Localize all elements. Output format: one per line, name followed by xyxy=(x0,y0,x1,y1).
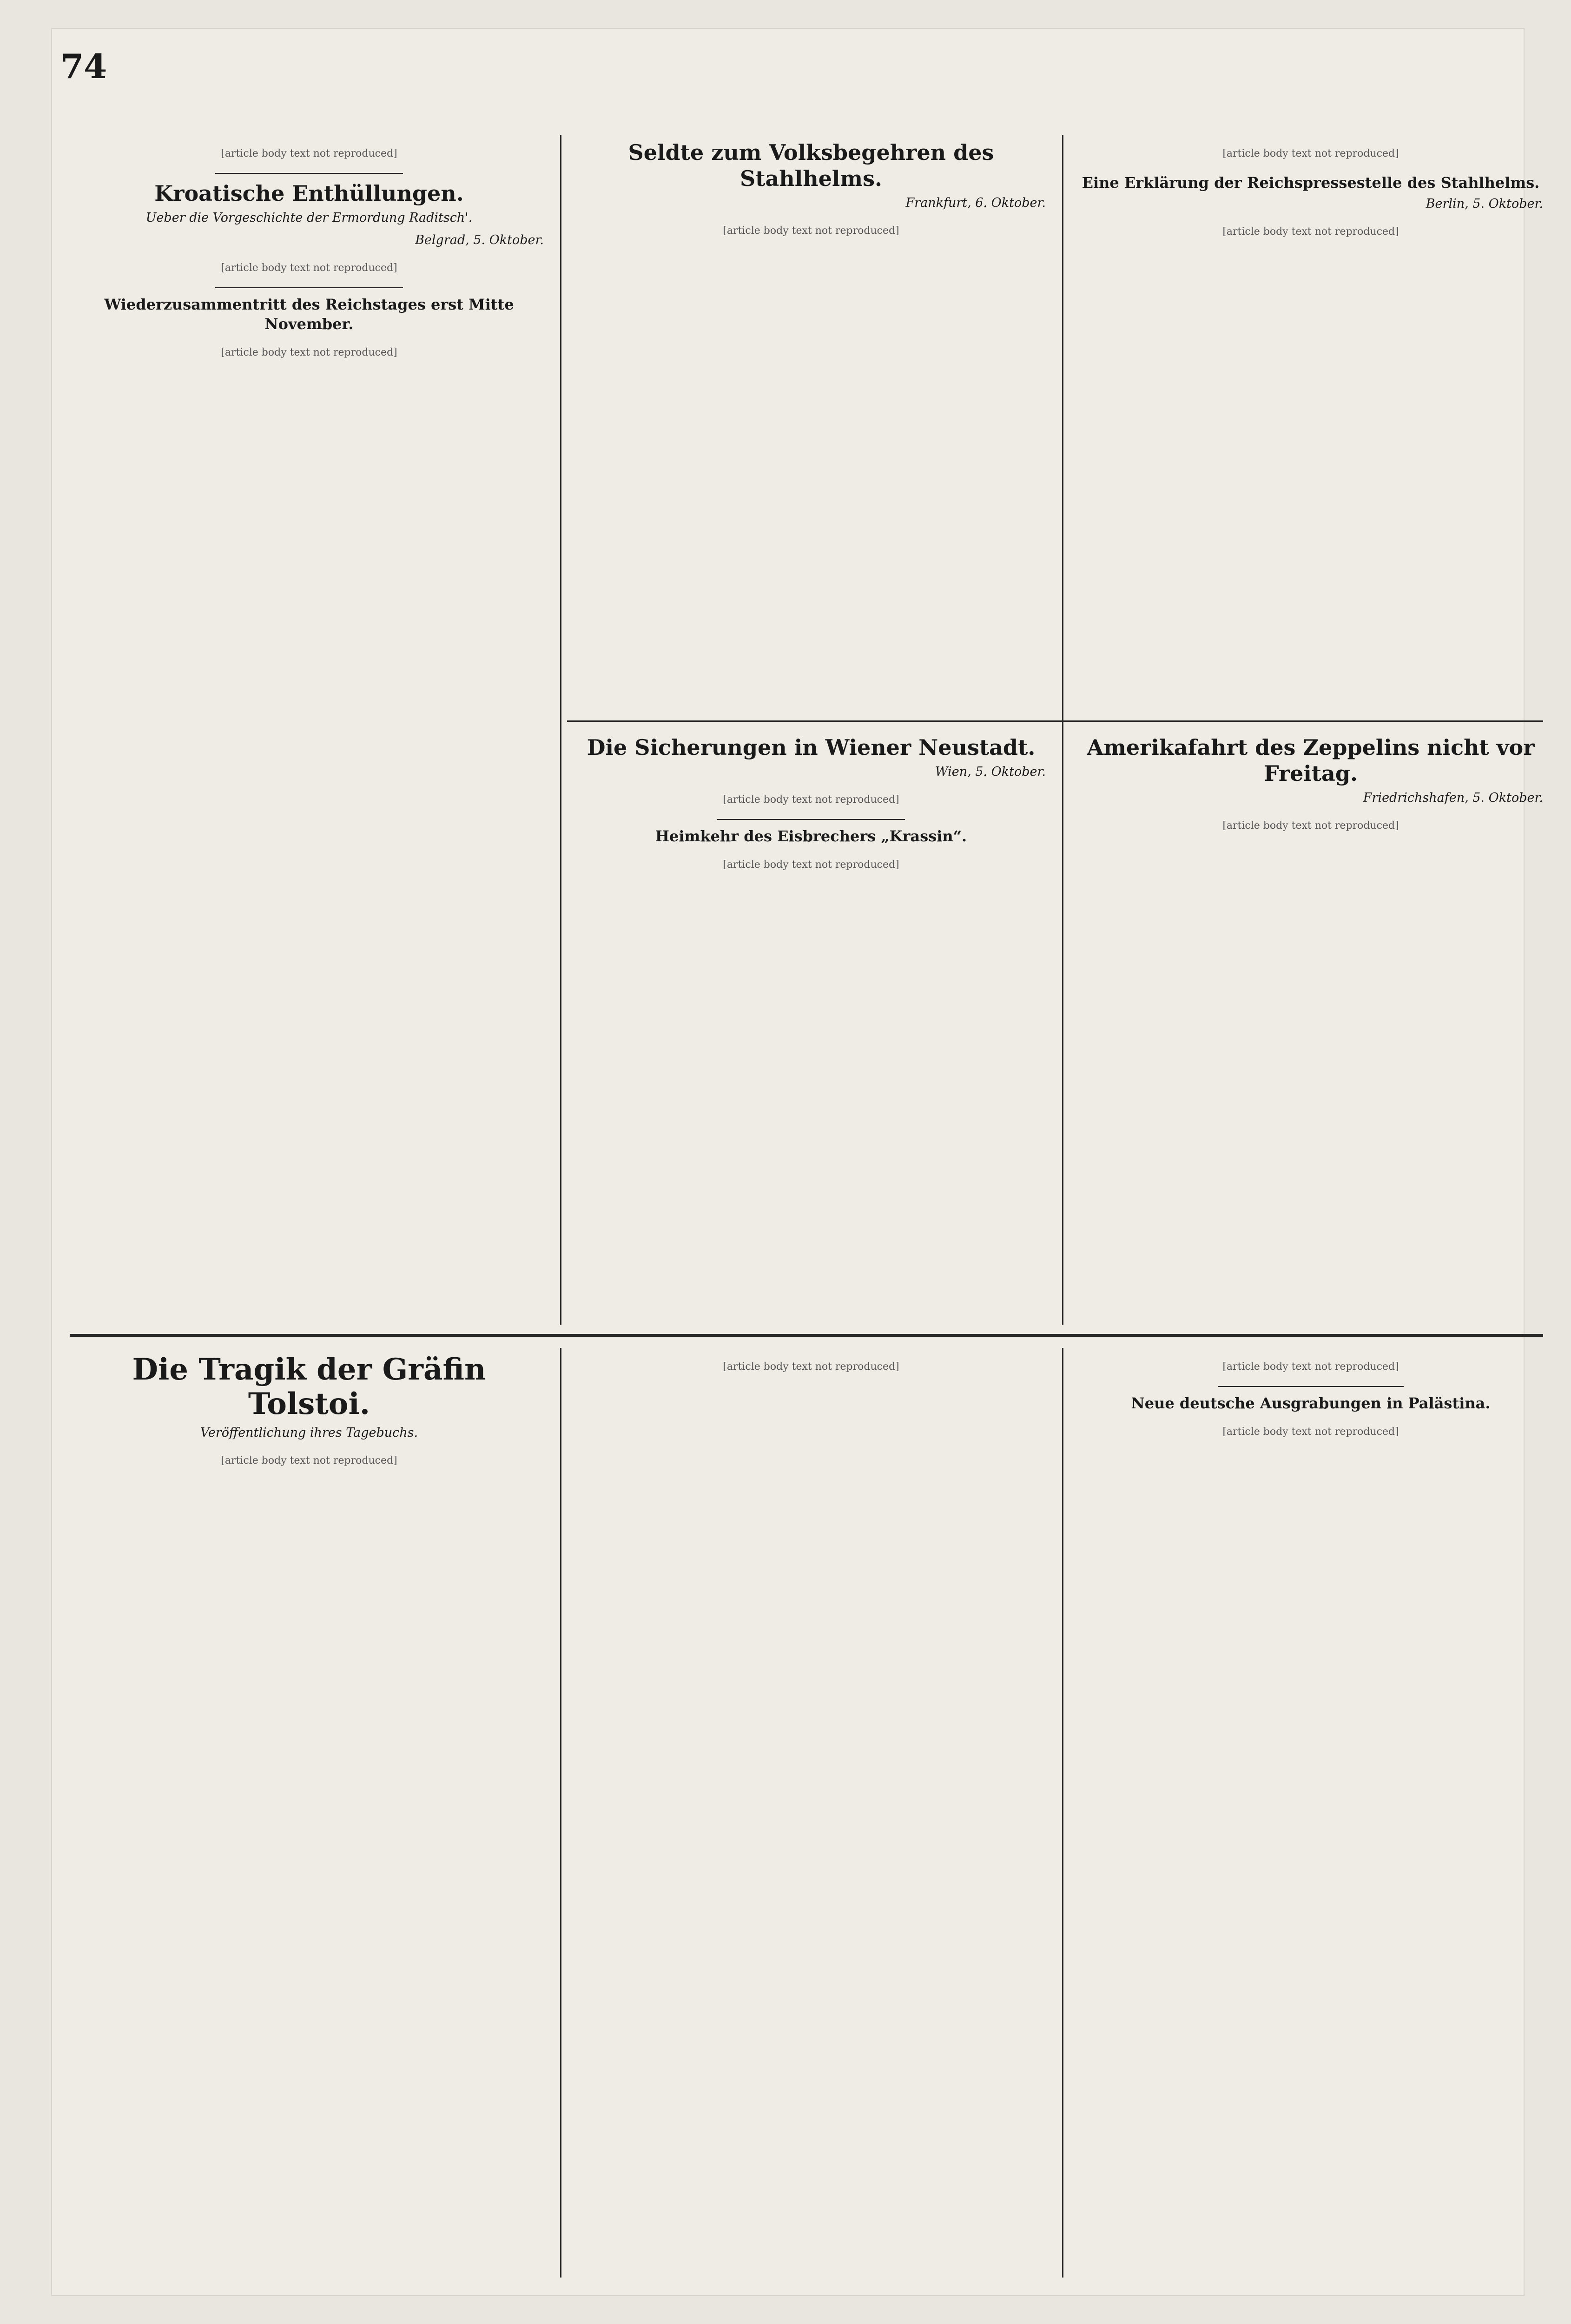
divider xyxy=(717,819,905,820)
divider xyxy=(215,287,403,288)
stahlhelm-dateline: Frankfurt, 6. Oktober. xyxy=(905,196,1046,210)
neustadt-dateline: Wien, 5. Oktober. xyxy=(935,765,1046,779)
col-top-right xyxy=(1078,135,1543,716)
zeppelin-dateline: Friedrichshafen, 5. Oktober. xyxy=(1363,791,1543,805)
col-mid-right xyxy=(1078,730,1543,1325)
krassin-headline: Heimkehr des Eisbrechers „Krassin“. xyxy=(655,827,967,845)
kroatische-dateline: Belgrad, 5. Oktober. xyxy=(415,233,544,247)
palaestina-headline: Neue deutsche Ausgrabungen in Palästina. xyxy=(1131,1394,1491,1412)
body-placeholder: [article body text not reproduced] xyxy=(723,794,899,805)
stahlhelm-headline: Seldte zum Volksbegehren des Stahlhelms. xyxy=(628,140,994,191)
body-placeholder: [article body text not reproduced] xyxy=(1222,1426,1399,1438)
tolstoi-headline: Die Tragik der Gräfin Tolstoi. xyxy=(132,1352,486,1421)
col-bottom-right xyxy=(1078,1348,1543,2278)
column-rule xyxy=(560,135,561,1325)
zeppelin-headline: Amerikafahrt des Zeppelins nicht vor Freitag. xyxy=(1087,735,1535,786)
col-mid-middle xyxy=(576,730,1046,1325)
column-rule xyxy=(560,1348,561,2278)
divider xyxy=(215,173,403,174)
col-bottom-left xyxy=(74,1348,544,2278)
body-placeholder: [article body text not reproduced] xyxy=(221,347,397,358)
section-rule xyxy=(567,720,1543,722)
kroatische-subheadline: Ueber die Vorgeschichte der Ermordung Raditsch'. xyxy=(145,211,473,225)
erklaerung-dateline: Berlin, 5. Oktober. xyxy=(1426,197,1543,211)
body-placeholder: [article body text not reproduced] xyxy=(723,1361,899,1373)
body-placeholder: [article body text not reproduced] xyxy=(221,262,397,274)
divider xyxy=(1218,1386,1404,1387)
body-placeholder: [article body text not reproduced] xyxy=(1222,226,1399,238)
neustadt-headline: Die Sicherungen in Wiener Neustadt. xyxy=(587,735,1036,760)
col-bottom-middle xyxy=(576,1348,1046,2278)
newspaper-page xyxy=(51,28,1543,2296)
body-placeholder: [article body text not reproduced] xyxy=(1222,820,1399,832)
body-placeholder: [article body text not reproduced] xyxy=(723,225,899,237)
reichstag-headline: Wiederzusammentritt des Reichstages erst Mitte November. xyxy=(104,296,514,333)
section-rule xyxy=(70,1334,1543,1337)
body-placeholder: [article body text not reproduced] xyxy=(1222,148,1399,159)
tolstoi-subheadline: Veröffentlichung ihres Tagebuchs. xyxy=(200,1426,418,1440)
column-rule xyxy=(1062,1348,1063,2278)
body-placeholder: [article body text not reproduced] xyxy=(221,148,397,159)
erklaerung-headline: Eine Erklärung der Reichspressestelle des Stahlhelms. xyxy=(1082,174,1540,191)
body-placeholder: [article body text not reproduced] xyxy=(723,859,899,871)
col-top-middle xyxy=(576,135,1046,716)
column-rule xyxy=(1062,135,1063,1325)
body-placeholder: [article body text not reproduced] xyxy=(221,1455,397,1466)
page-number: 74 xyxy=(60,46,107,86)
body-placeholder: [article body text not reproduced] xyxy=(1222,1361,1399,1373)
kroatische-headline: Kroatische Enthüllungen. xyxy=(154,181,464,206)
col-top-left xyxy=(74,135,544,1325)
